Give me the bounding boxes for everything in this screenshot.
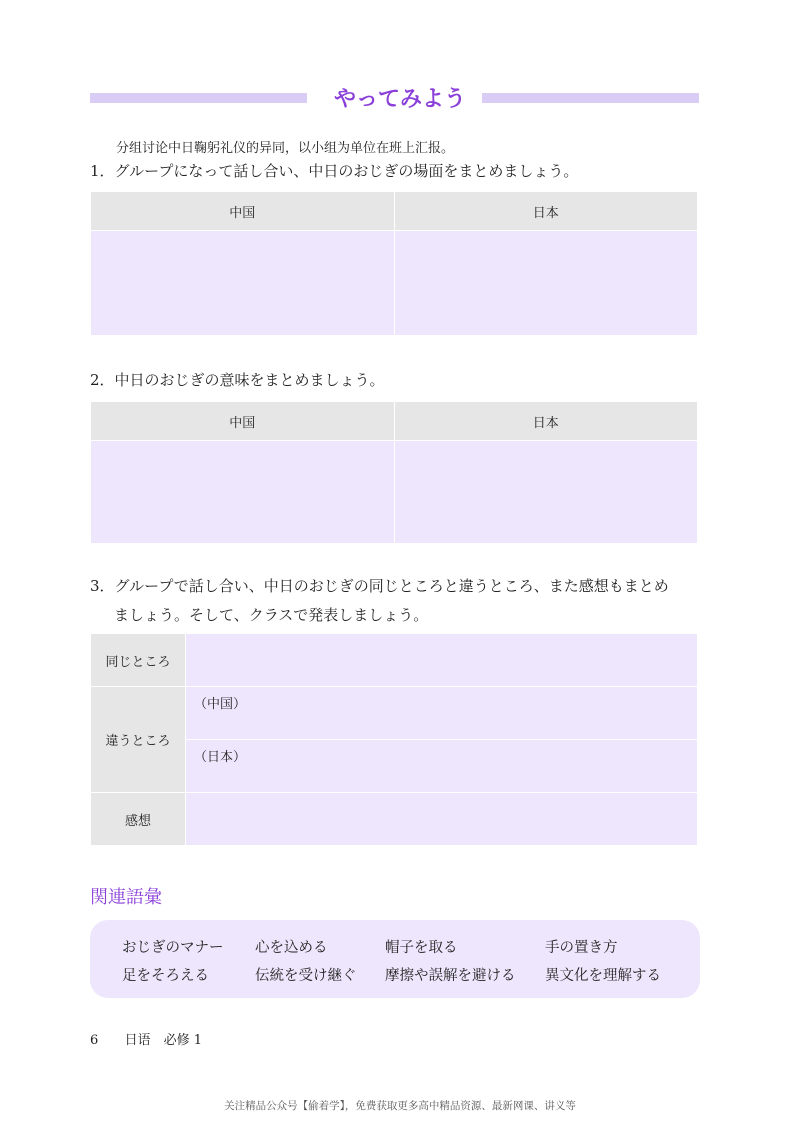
page-number: 6 [90, 1033, 99, 1048]
q2-col-japan: 日本 [394, 402, 698, 441]
vocab-item: 帽子を取る [385, 940, 458, 956]
question-2: 2．中日のおじぎの意味をまとめましょう。 [90, 371, 385, 389]
q2-cell-china[interactable] [91, 441, 395, 544]
q1-col-china: 中国 [91, 192, 395, 231]
page-footer [90, 1029, 202, 1048]
vocab-item: 足をそろえる [122, 968, 209, 984]
vocab-item: 手の置き方 [545, 940, 618, 956]
title-bar-left [90, 93, 307, 103]
china-hint: （中国） [194, 697, 247, 712]
title-bar-right [482, 93, 699, 103]
diff-label: 違うところ [91, 687, 186, 793]
vocab-item: おじぎのマナー [122, 940, 224, 956]
q1-cell-china[interactable] [91, 231, 395, 336]
diff-china-cell[interactable] [186, 687, 698, 740]
vocab-item: 伝統を受け継ぐ [255, 968, 357, 984]
instruction-text: 分组讨论中日鞠躬礼仪的异同，以小组为单位在班上汇报。 [116, 141, 455, 156]
question-3-line2: ましょう。そして、クラスで発表しましょう。 [114, 606, 429, 624]
vocab-item: 心を込める [255, 940, 328, 956]
vocab-title: 関連語彙 [90, 887, 162, 908]
vocab-item: 摩擦や誤解を避ける [385, 968, 516, 984]
q1-col-japan: 日本 [394, 192, 698, 231]
diff-japan-cell[interactable] [186, 740, 698, 793]
question-3-line1: 3．グループで話し合い、中日のおじぎの同じところと違うところ、また感想もまとめ [90, 577, 669, 595]
question-1: 1．グループになって話し合い、中日のおじぎの場面をまとめましょう。 [90, 162, 579, 180]
japan-hint: （日本） [194, 750, 247, 765]
section-title: やってみよう [333, 87, 466, 112]
vocab-item: 異文化を理解する [545, 968, 661, 984]
q1-cell-japan[interactable] [394, 231, 698, 336]
bottom-note: 关注精品公众号【偷着学】，免费获取更多高中精品资源、最新网课、讲义等 [224, 1100, 576, 1112]
same-label: 同じところ [91, 634, 186, 687]
q2-col-china: 中国 [91, 402, 395, 441]
q2-cell-japan[interactable] [394, 441, 698, 544]
impression-cell[interactable] [186, 793, 698, 846]
vocab-box [90, 920, 700, 998]
table-q2 [90, 401, 698, 544]
book-title: 日语 必修 1 [124, 1033, 202, 1048]
table-q3 [90, 633, 698, 846]
same-cell[interactable] [186, 634, 698, 687]
table-q1 [90, 191, 698, 336]
impression-label: 感想 [91, 793, 186, 846]
